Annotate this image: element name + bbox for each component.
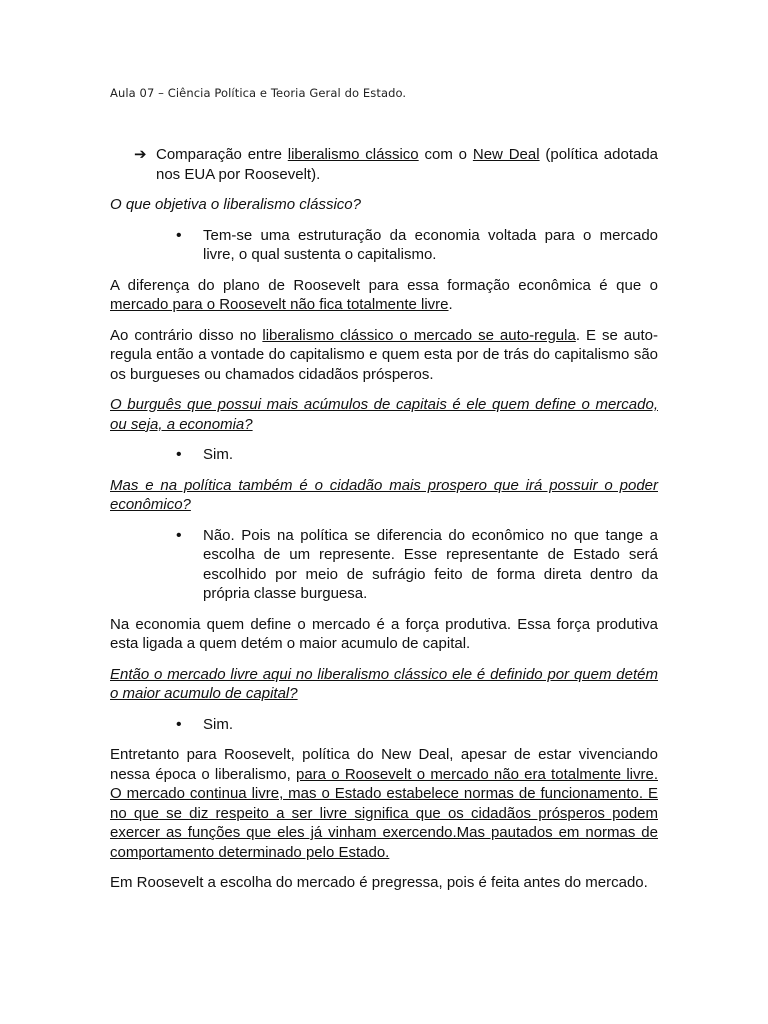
bullet-dot-icon: • xyxy=(176,526,182,544)
question-3: Mas e na política também é o cidadão mais prospero que irá possuir o poder econômico? xyxy=(110,476,658,513)
underlined-phrase: mercado para o Roosevelt não fica totalmente livre xyxy=(110,296,449,313)
arrow-list-item xyxy=(134,145,658,184)
answer-4 xyxy=(176,715,658,735)
arrow-bullet-icon: ➔ xyxy=(134,146,147,163)
text-run: (política adotada nos EUA por Roosevelt). xyxy=(156,146,659,183)
answer-3 xyxy=(176,526,658,604)
answer-1-text: Tem-se uma estruturação da economia voltada para o mercado livre, o qual sustenta o capitalismo. xyxy=(203,226,658,263)
question-2: O burguês que possui mais acúmulos de capitais é ele quem define o mercado, ou seja, a economia? xyxy=(110,396,658,433)
question-4: Então o mercado livre aqui no liberalismo clássico ele é definido por quem detém o maior acumulo de capital? xyxy=(110,665,658,702)
text-run: A diferença do plano de Roosevelt para essa formação econômica é que o xyxy=(110,276,658,294)
paragraph-2 xyxy=(110,326,658,385)
bullet-dot-icon: • xyxy=(176,446,182,463)
answer-1 xyxy=(176,226,658,265)
text-run: . xyxy=(448,296,453,313)
answer-2 xyxy=(176,445,658,465)
answer-3-text: Não. Pois na política se diferencia do econômico no que tange a escolha de um represente. Esse representante de Estado será escolhido por meio de sufrágio feito de forma direta dentro da própria classe burguesa. xyxy=(203,526,658,602)
bullet-dot-icon: • xyxy=(176,226,182,244)
paragraph-3: Na economia quem define o mercado é a força produtiva. Essa força produtiva esta ligada a quem detém o maior acumulo de capital. xyxy=(110,615,658,652)
underlined-phrase: O mercado continua livre, mas o Estado estabelece normas de funcionamento. E no que se diz respeito a ser livre significa que os cidadãos prósperos podem exercer as funções que eles já vinham exercendo.Mas pautados em normas de comportamento determinado pelo Estado. xyxy=(110,785,658,861)
paragraph-4 xyxy=(110,745,658,862)
answer-4-text: Sim. xyxy=(203,715,233,733)
underlined-phrase: liberalismo clássico o mercado se auto-regula xyxy=(262,326,576,344)
underlined-term-liberalismo: liberalismo clássico xyxy=(287,146,419,163)
paragraph-1 xyxy=(110,276,658,315)
text-run: Entretanto para Roosevelt, política do New Deal, apesar de estar vivenciando nessa época o liberalismo, xyxy=(110,746,658,783)
document-body xyxy=(110,145,658,904)
text-run: . E se auto-regula então a vontade do capitalismo e quem esta por de trás do capitalismo são os burgueses ou chamados cidadãos prósperos. xyxy=(110,326,658,383)
document-header: Aula 07 – Ciência Política e Teoria Geral do Estado. xyxy=(110,86,407,100)
question-1: O que objetiva o liberalismo clássico? xyxy=(110,196,361,213)
underlined-phrase: para o Roosevelt o mercado não era totalmente livre. xyxy=(296,765,658,783)
arrow-item-text xyxy=(156,145,658,184)
bullet-dot-icon: • xyxy=(176,715,182,733)
text-run: Comparação entre xyxy=(156,146,288,163)
text-run: Ao contrário disso no xyxy=(110,326,263,344)
text-run: com o xyxy=(418,146,473,163)
answer-2-text: Sim. xyxy=(203,446,233,463)
underlined-term-new-deal: New Deal xyxy=(472,146,540,163)
paragraph-5: Em Roosevelt a escolha do mercado é pregressa, pois é feita antes do mercado. xyxy=(110,874,648,891)
